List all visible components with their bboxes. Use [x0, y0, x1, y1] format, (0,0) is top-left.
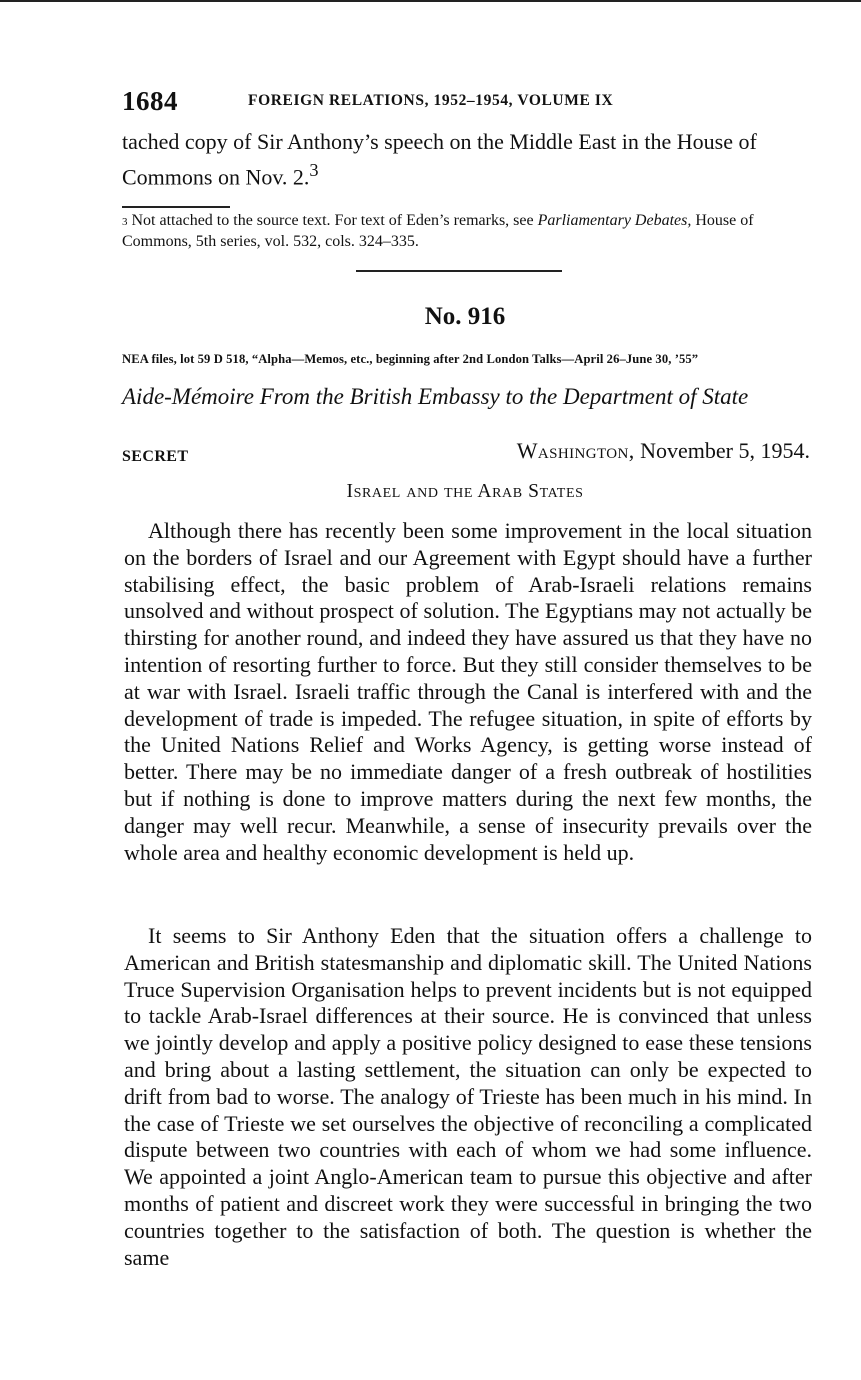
top-border-rule: [0, 0, 861, 2]
classification-label: SECRET: [122, 448, 189, 465]
document-title: Aide-Mémoire From the British Embassy to the Department of State: [122, 384, 749, 409]
document-separator: [356, 270, 562, 272]
body-paragraph: It seems to Sir Anthony Eden that the situation offers a challenge to American and British statesmanship and diplomatic skill. The United Nations Truce Supervision Organisation helps to prevent incidents but is not equipped to tackle Arab-Israel differences at their source. He is convinced that unless we jointly develop and apply a positive policy designed to ease these tensions and bring about a lasting settlement, the situation can only be expected to drift from bad to worse. The analogy of Trieste has been much in his mind. In the case of Trieste we set ourselves the objective of reconciling a complicated dispute between two countries with each of whom we had some influence. We appointed a joint Anglo-American team to pursue this objective and after months of patient and discreet work they were successful in bringing the two countries together to the satisfaction of both. The question is whether the same: [124, 923, 812, 1270]
footnote-text-before: Not attached to the source text. For text of Eden’s remarks, see: [127, 212, 538, 229]
document-number: No. 916: [424, 303, 506, 330]
page-number: 1684: [122, 86, 178, 116]
footnote-reference: 3: [309, 160, 319, 180]
footnote-marker: 3: [122, 216, 128, 228]
footnote: [122, 210, 810, 252]
body-paragraph: Although there has recently been some improvement in the local situation on the borders of Israel and our Agreement with Egypt should have a further stabilising effect, the basic problem of Arab-Israeli relations remains unsolved and without prospect of solution. The Egyptians may not actually be thirsting for another round, and indeed they have assured us that they have no intention of resorting further to force. But they still consider themselves to be at war with Israel. Israeli traffic through the Canal is interfered with and the development of trade is impeded. The refugee situation, in spite of efforts by the United Nations Relief and Works Agency, is getting worse instead of better. There may be no immediate danger of a fresh outbreak of hostilities but if nothing is done to improve matters during the next few months, the danger may well recur. Meanwhile, a sense of insecurity prevails over the whole area and healthy economic development is held up.: [124, 518, 812, 865]
footnote-text-after: House of Commons, 5th series, vol. 532, cols. 324–335.: [122, 212, 754, 250]
footnote-italic-title: Parliamentary Debates,: [537, 212, 692, 229]
running-title: FOREIGN RELATIONS, 1952–1954, VOLUME IX: [248, 92, 614, 109]
continuation-paragraph: [122, 128, 810, 191]
dateline-place: Washington,: [516, 438, 635, 463]
source-note: NEA files, lot 59 D 518, “Alpha—Memos, etc., beginning after 2nd London Talks—April 26–June 30, ’55”: [122, 352, 699, 366]
subject-heading: Israel and the Arab States: [346, 481, 584, 502]
footnote-divider: [122, 206, 230, 208]
page-header: [122, 86, 812, 120]
continuation-text: tached copy of Sir Anthony’s speech on the Middle East in the House of Commons on Nov. 2.: [122, 129, 757, 190]
dateline-date: November 5, 1954.: [640, 438, 810, 463]
dateline: [517, 438, 810, 464]
